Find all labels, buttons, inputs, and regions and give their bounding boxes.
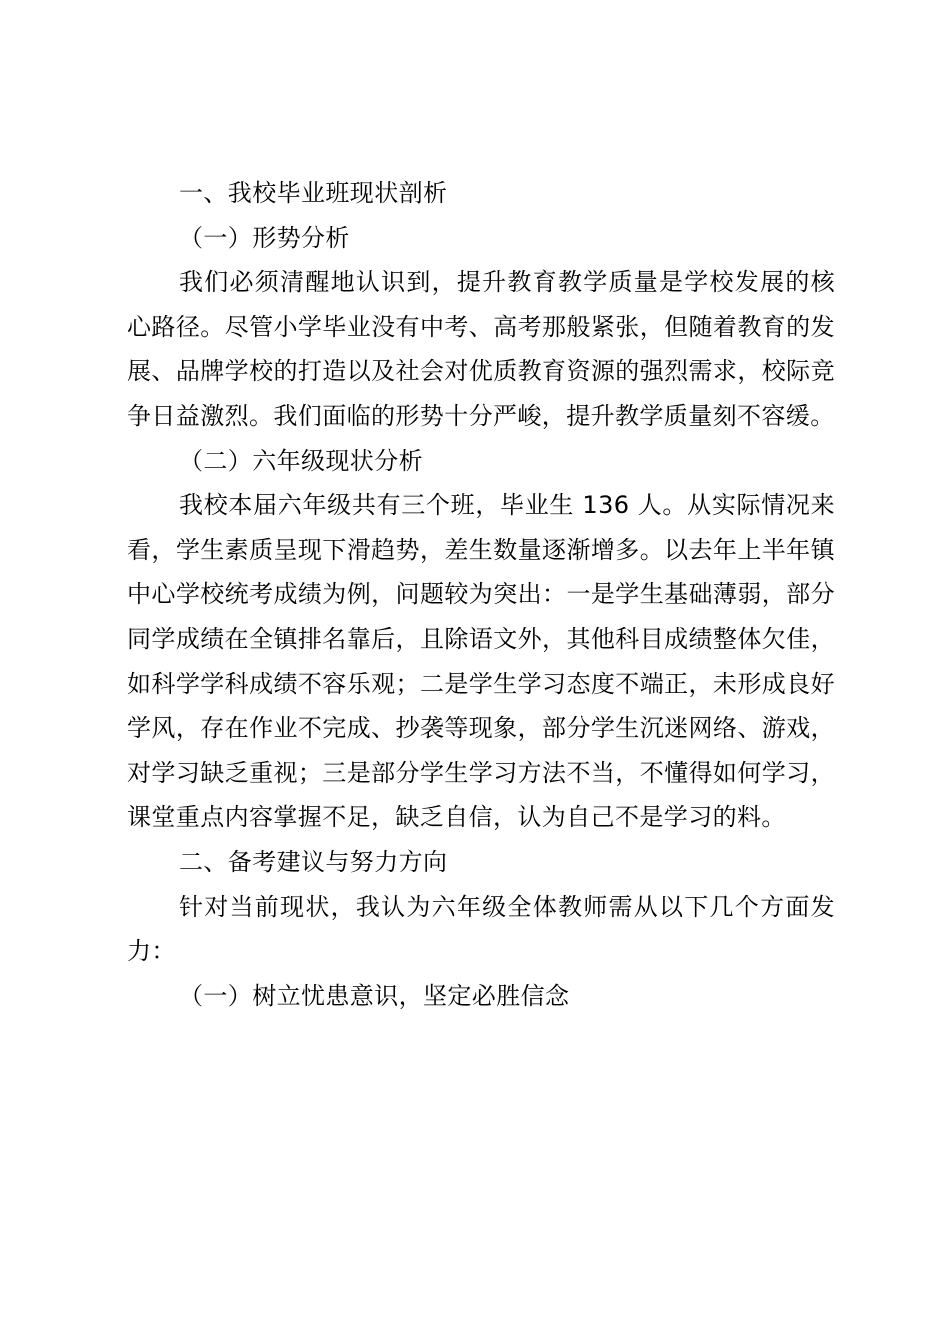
subsection-heading-situation: （一）形势分析	[179, 223, 350, 252]
subsection-heading-grade6: （二）六年级现状分析	[179, 446, 423, 475]
document-page	[127, 171, 835, 1018]
section-heading-1: 一、我校毕业班现状剖析	[179, 179, 448, 207]
body-paragraph-situation: 我们必须清醒地认识到，提升教育教学质量是学校发展的核心路径。尽管小学毕业没有中考、高考那般紧张，但随着教育的发展、品牌学校的打造以及社会对优质教育资源的强烈需求，校际竞争日益激烈。我们面临的形势十分严峻，提升教学质量刻不容缓。	[127, 268, 835, 430]
section-heading-2: 二、备考建议与努力方向	[179, 847, 448, 876]
subsection-heading-awareness: （一）树立忧患意识，坚定必胜信念	[179, 981, 570, 1010]
body-paragraph-grade6: 我校本届六年级共有三个班，毕业生 136 人。从实际情况来看，学生素质呈现下滑趋势，差生数量逐渐增多。以去年上半年镇中心学校统考成绩为例，问题较为突出：一是学生基础薄弱，部分同学成绩在全镇排名靠后，且除语文外，其他科目成绩整体欠佳，如科学学科成绩不容乐观；二是学生学习态度不端正，未形成良好学风，存在作业不完成、抄袭等现象，部分学生沉迷网络、游戏，对学习缺乏重视；三是部分学生学习方法不当，不懂得如何学习，课堂重点内容掌握不足，缺乏自信，认为自己不是学习的料。	[127, 491, 835, 832]
body-paragraph-intro: 针对当前现状，我认为六年级全体教师需从以下几个方面发力：	[127, 892, 835, 966]
